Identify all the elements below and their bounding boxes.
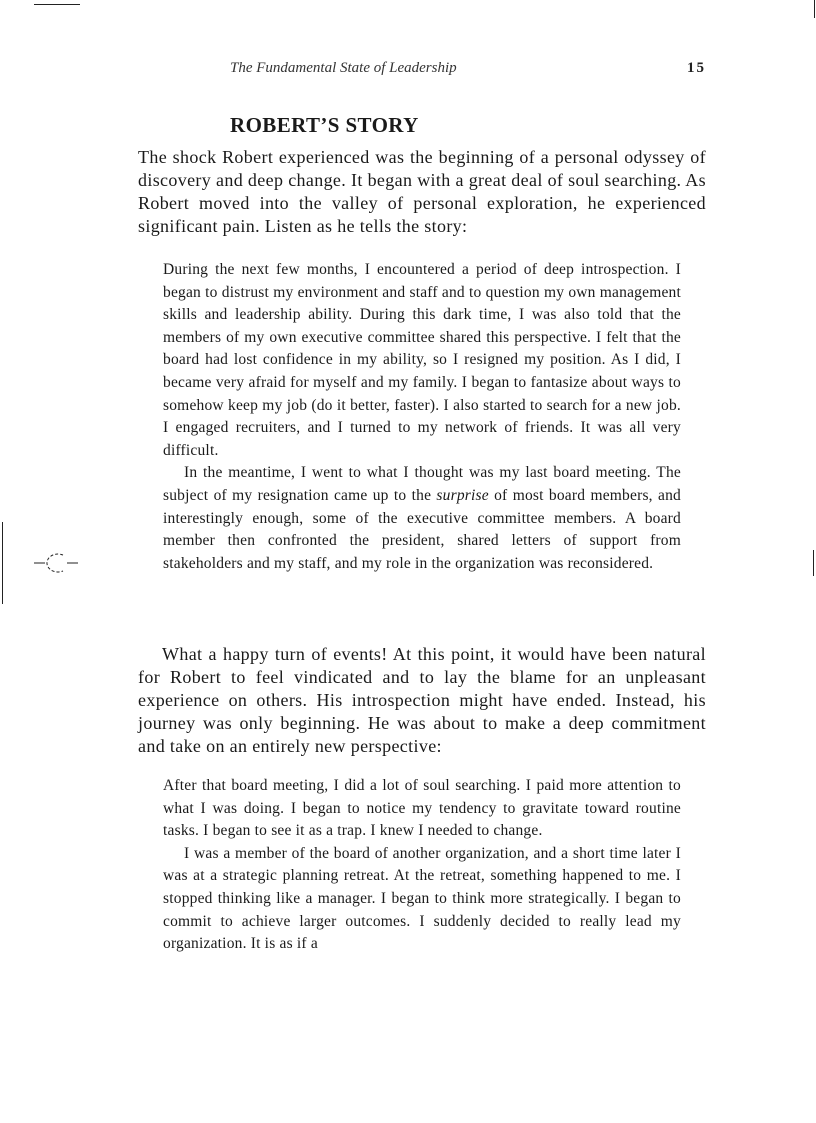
quote-paragraph: During the next few months, I encountered a period of deep introspection. I began to distrust my environment and staff and to question my own management skills and leadership ability. During this dark time, I was also told that the members of my own executive committee shared this perspective. I felt that the board had lost confidence in my ability, so I resigned my position. As I did, I became very afraid for myself and my family. I began to fantasize about ways to somehow keep my job (do it better, faster). I also started to search for a new job. I engaged recruiters, and I turned to my network of friends. It was all very difficult. [163,261,681,459]
page-number: 15 [687,60,706,76]
body-paragraph: What a happy turn of events! At this point, it would have been natural for Robert to feel vindicated and to lay the blame for an unpleasant experience on others. His introspection might have ended. Instead, his journey was only beginning. He was about to make a deep commitment and take on an entirely new perspective: [138,644,706,756]
quote-paragraph: I was a member of the board of another organization, and a short time later I was at a strategic planning retreat. At the retreat, something happened to me. I stopped thinking like a manager. I began to think more strategically. I began to commit to achieve larger outcomes. I suddenly decided to really lead my organization. It is as if a [163,844,681,953]
crop-mark-top-left [34,4,80,5]
running-header [230,60,706,82]
crop-mark-top-right [814,0,815,18]
quote-paragraph [163,462,681,575]
block-quote [163,775,681,956]
registration-line-left [2,522,3,604]
block-quote [163,259,681,575]
quote-paragraph: After that board meeting, I did a lot of soul searching. I paid more attention to what I was doing. I began to notice my tendency to gravitate toward routine tasks. I began to see it as a trap. I knew I needed to change. [163,777,681,840]
registration-mark-icon [30,550,82,576]
section-heading: ROBERT’S STORY [230,113,419,137]
running-head-title: The Fundamental State of Leadership [230,60,457,76]
body-paragraph: The shock Robert experienced was the beginning of a personal odyssey of discovery and deep change. It began with a great deal of soul searching. As Robert moved into the valley of personal exploration, he experienced significant pain. Listen as he tells the story: [138,147,706,236]
quote-text: of most board members, and interestingly enough, some of the executive committee members. A board member then confronted the president, shared letters of support from stakeholders and my staff, and my role in the organization was reconsidered. [163,486,681,572]
quote-text: In the meantime, I went to what I thought was my last board meeting. The subject of my resignation came up to the [163,464,681,504]
registration-line-right [813,550,814,576]
emphasized-word: surprise [436,486,489,504]
